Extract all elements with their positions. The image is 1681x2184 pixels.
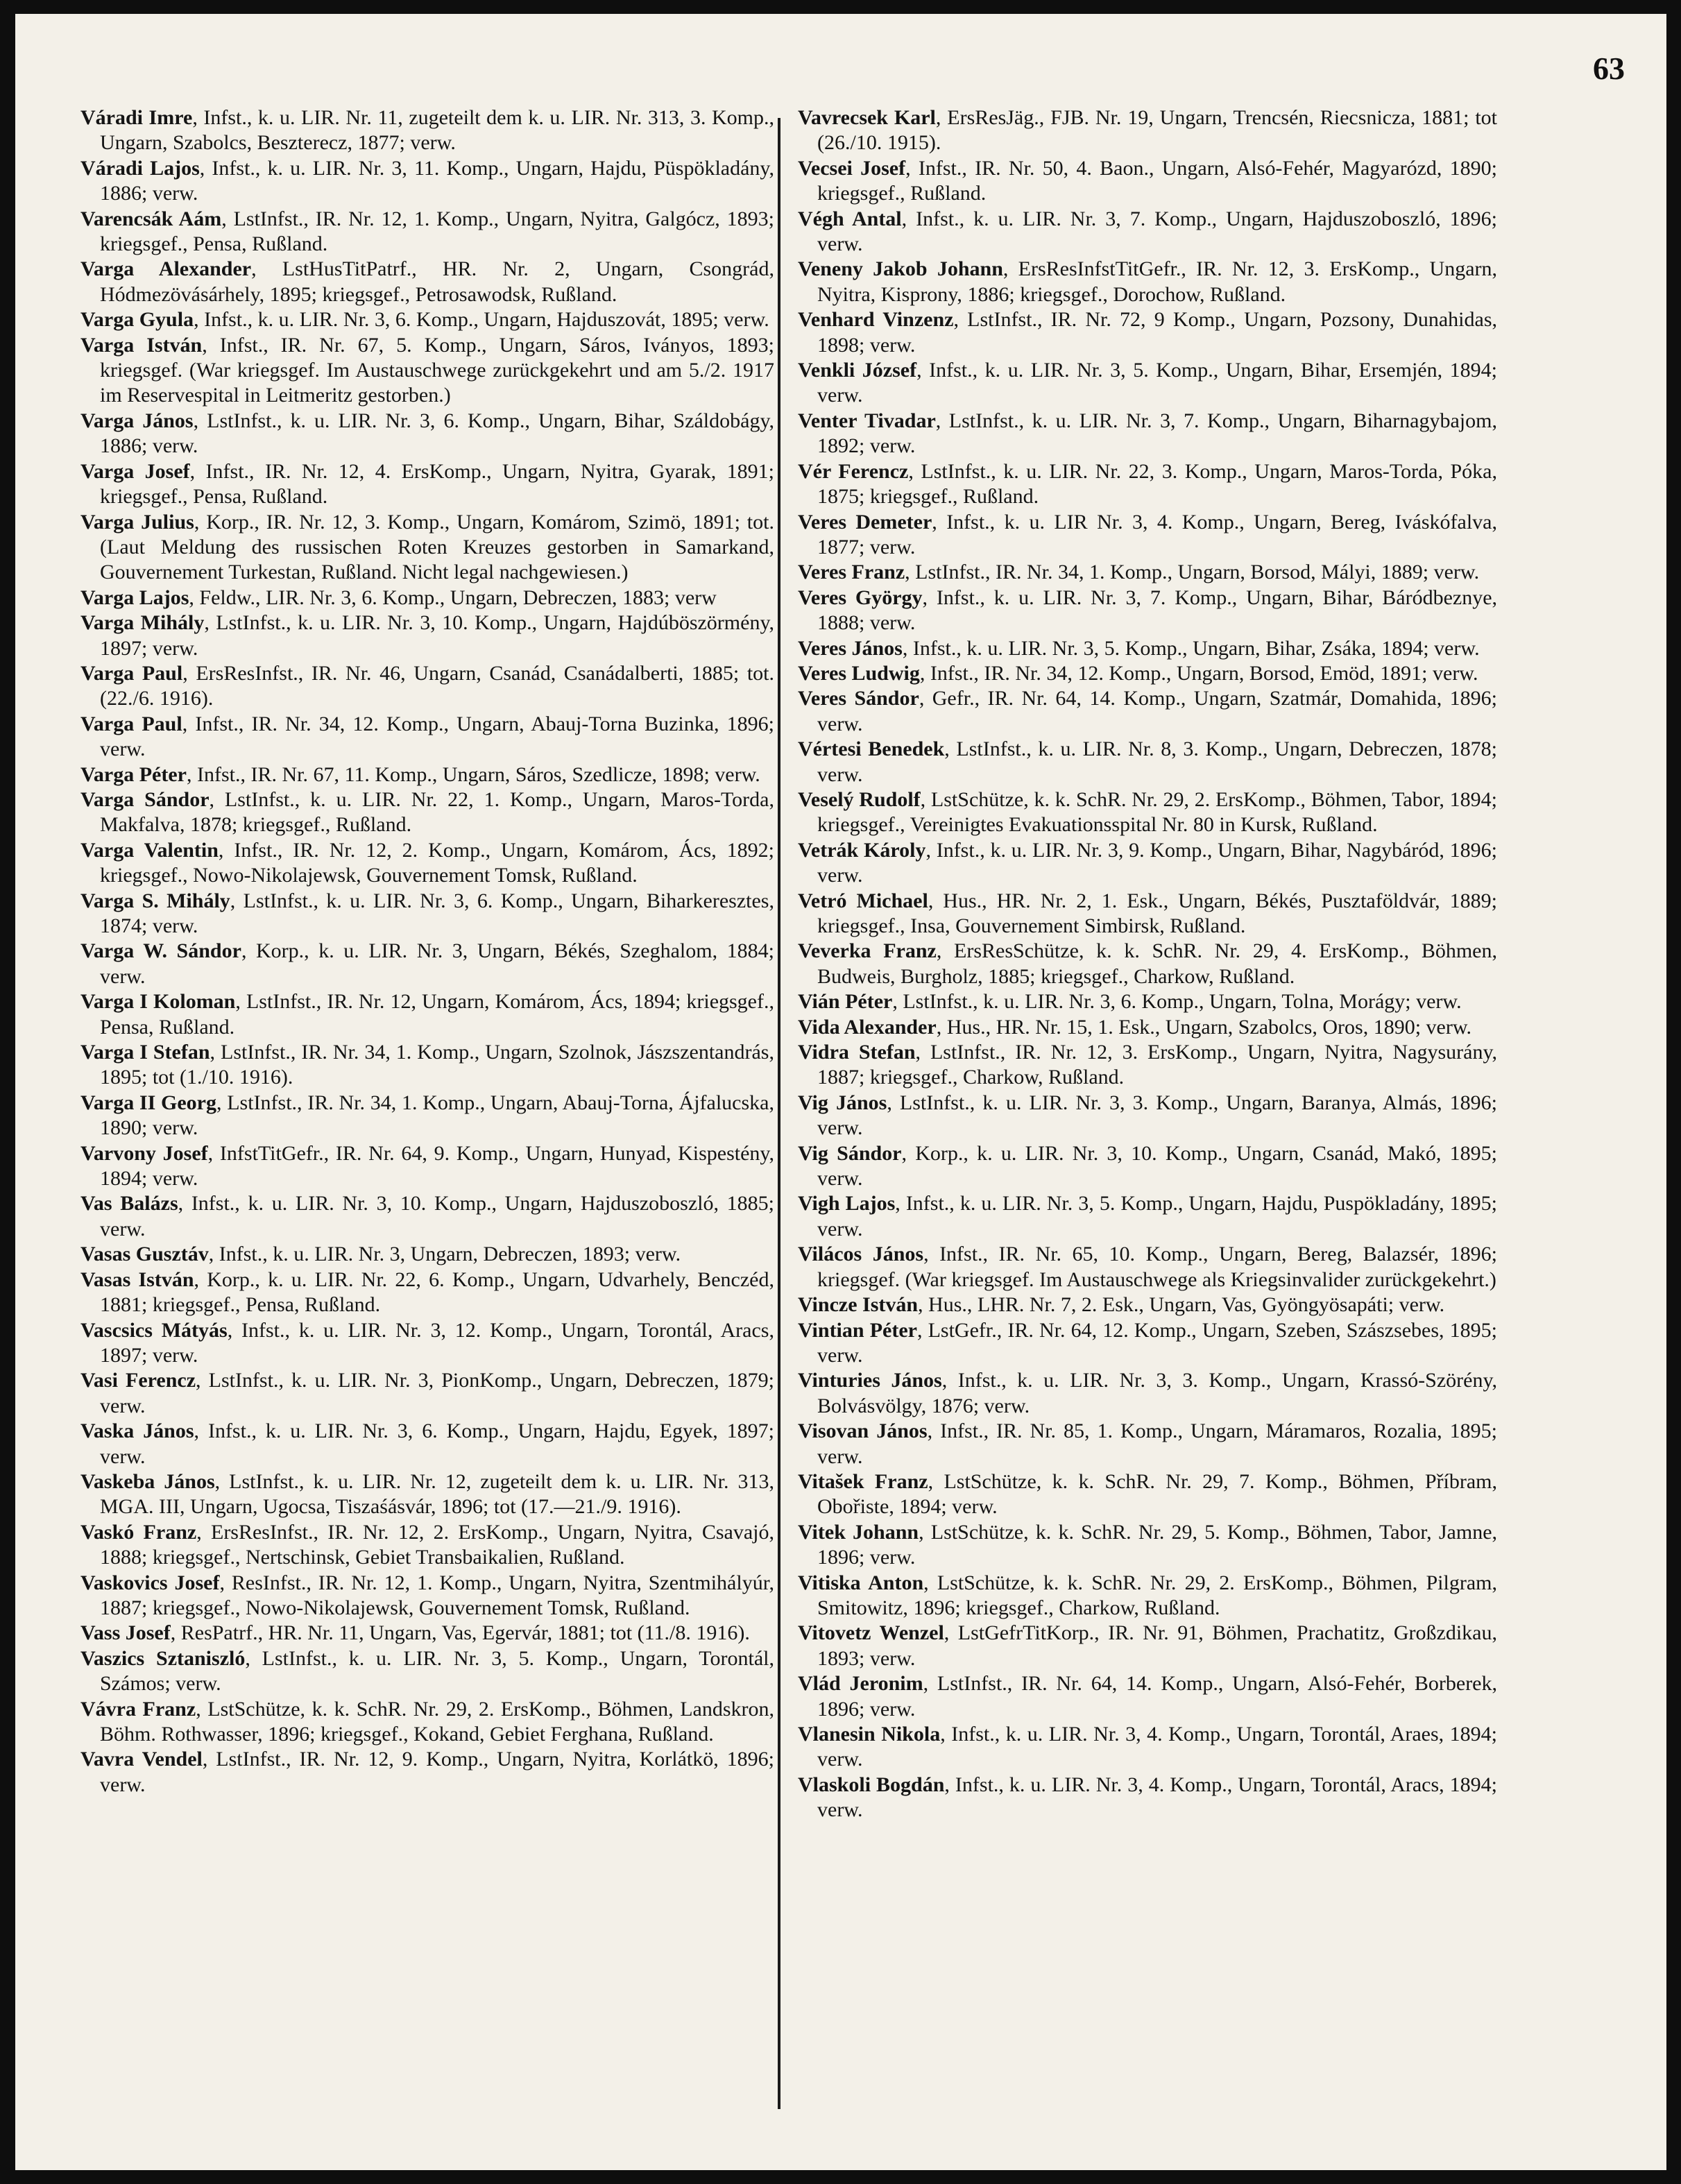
entry-name: Vilácos János [798,1243,924,1266]
entry-name: Vetró Michael [798,889,928,912]
register-entry [798,257,1497,307]
register-entry [80,1268,774,1318]
entry-details: , Infst., k. u. LIR Nr. 3, 4. Komp., Ungarn, Bereg, Iváskófalva, 1877; verw. [817,510,1497,558]
entry-details: , Infst., k. u. LIR. Nr. 3, 10. Komp., Ungarn, Hajduszoboszló, 1885; verw. [100,1192,774,1240]
entry-name: Veres Ludwig [798,661,920,685]
entry-name: Vincze István [798,1293,919,1317]
register-entry [80,889,774,939]
register-entry [80,1520,774,1571]
entry-name: Vaskó Franz [80,1520,197,1544]
register-entry [80,1571,774,1621]
register-entry [80,1747,774,1798]
register-entry [798,686,1497,737]
entry-name: Vér Ferencz [798,459,909,483]
entry-name: Varga II Georg [80,1091,216,1114]
entry-details: , Infst., k. u. LIR. Nr. 3, 5. Komp., Ungarn, Bihar, Ersemjén, 1894; verw. [817,359,1497,407]
entry-name: Vecsei Josef [798,156,906,180]
register-entry [798,1293,1497,1317]
entry-name: Varga István [80,333,203,357]
register-entry [80,712,774,762]
entry-details: , LstInfst., IR. Nr. 34, 1. Komp., Ungarn, Szolnok, Jászszentandrás, 1895; tot (1./10. 1916). [100,1041,774,1089]
entry-name: Vig János [798,1091,887,1114]
entry-details: , LstInfst., k. u. LIR. Nr. 8, 3. Komp., Ungarn, Debreczen, 1878; verw. [817,737,1497,786]
register-entry [80,1242,774,1267]
entry-details: , LstSchütze, k. k. SchR. Nr. 29, 2. ErsKomp., Böhmen, Landskron, Böhm. Rothwasser, 1896; kriegsgef., Kokand, Gebiet Ferghana, Rußland. [100,1697,774,1746]
register-entry [798,787,1497,838]
entry-details: , LstInfst., k. u. LIR. Nr. 3, 6. Komp., Ungarn, Tolna, Morágy; verw. [892,990,1462,1014]
entry-name: Varga Lajos [80,586,189,609]
register-entry [80,156,774,207]
entry-details: , LstInfst., IR. Nr. 64, 14. Komp., Ungarn, Alsó-Fehér, Borberek, 1896; verw. [817,1672,1497,1721]
entry-details: , Infst., k. u. LIR. Nr. 3, 7. Komp., Ungarn, Bihar, Báródbeznye, 1888; verw. [817,586,1498,635]
register-entry [80,409,774,459]
page-number: 63 [1593,51,1625,86]
entry-details: , LstGefr., IR. Nr. 64, 12. Komp., Ungarn, Szeben, Szászsebes, 1895; verw. [817,1318,1497,1367]
register-entry [80,1318,774,1369]
entry-name: Vas Balázs [80,1192,178,1215]
entry-name: Vasas Gusztáv [80,1243,209,1266]
entry-name: Varga Valentin [80,838,219,862]
entry-details: , LstSchütze, k. k. SchR. Nr. 29, 5. Komp., Böhmen, Tabor, Jamne, 1896; verw. [817,1520,1498,1569]
register-entry [80,207,774,257]
entry-name: Vass Josef [80,1621,171,1645]
entry-details: , Infst., k. u. LIR. Nr. 3, 4. Komp., Ungarn, Torontál, Aracs, 1894; verw. [817,1773,1497,1822]
register-entry [798,1621,1497,1671]
entry-name: Vasas István [80,1268,194,1291]
entry-name: Vidra Stefan [798,1041,916,1064]
register-entry [80,1091,774,1141]
entry-details: , LstInfst., IR. Nr. 34, 1. Komp., Ungarn, Abauj-Torna, Ájfalucska, 1890; verw. [100,1091,774,1140]
entry-name: Varga S. Mihály [80,889,230,912]
entry-details: , Infst., k. u. LIR. Nr. 11, zugeteilt dem k. u. LIR. Nr. 313, 3. Komp., Ungarn, Szabolcs, Beszterecz, 1877; verw. [100,106,774,155]
entry-details: , LstInfst., k. u. LIR. Nr. 12, zugeteilt dem k. u. LIR. Nr. 313, MGA. III, Ungarn, Ugocsa, Tiszaśásvár, 1896; tot (17.—21./9. 1916). [100,1469,774,1519]
entry-name: Végh Antal [798,207,902,230]
entry-details: , LstInfst., IR. Nr. 72, 9 Komp., Ungarn, Pozsony, Dunahidas, 1898; verw. [817,308,1497,357]
entry-name: Vetrák Károly [798,838,926,862]
entry-name: Visovan János [798,1419,928,1443]
entry-name: Vasi Ferencz [80,1369,196,1392]
register-entry [80,762,774,787]
entry-details: , Infst., k. u. LIR. Nr. 3, 11. Komp., Ungarn, Hajdu, Püspökladány, 1886; verw. [100,156,774,205]
entry-details: , Infst., IR. Nr. 12, 2. Komp., Ungarn, Komárom, Ács, 1892; kriegsgef., Nowo-Nikolajewsk, Gouvernement Tomsk, Rußland. [100,838,775,887]
entry-name: Varga W. Sándor [80,939,241,963]
entry-details: , LstInfst., IR. Nr. 12, 3. ErsKomp., Ungarn, Nyitra, Nagysurány, 1887; kriegsgef., Charkow, Rußland. [817,1041,1497,1089]
entry-name: Vavrecsek Karl [798,106,936,129]
entry-name: Varga Paul [80,712,182,735]
entry-details: , LstSchütze, k. k. SchR. Nr. 29, 7. Komp., Böhmen, Příbram, Obořiste, 1894; verw. [817,1469,1497,1519]
entry-details: , LstSchütze, k. k. SchR. Nr. 29, 2. ErsKomp., Böhmen, Tabor, 1894; kriegsgef., Vereinigtes Evakuationsspital Nr. 80 in Kursk, Rußland. [817,787,1497,837]
entry-details: , Infst., k. u. LIR. Nr. 3, 6. Komp., Ungarn, Hajdu, Egyek, 1897; verw. [100,1419,774,1468]
entry-name: Veres János [798,636,903,660]
entry-name: Vitiska Anton [798,1571,924,1594]
entry-name: Vascsics Mátyás [80,1318,228,1342]
register-entry [798,939,1497,989]
entry-details: , Infst., k. u. LIR. Nr. 3, 9. Komp., Ungarn, Bihar, Nagybáród, 1896; verw. [817,838,1497,887]
register-entry [798,1671,1497,1722]
register-entry [798,1141,1497,1192]
entry-name: Veverka Franz [798,939,937,963]
register-entry [798,1571,1497,1621]
register-entry [798,1318,1497,1369]
register-entry [798,307,1497,358]
register-entry [798,156,1497,207]
entry-name: Vavra Vendel [80,1748,203,1771]
entry-details: , Hus., HR. Nr. 2, 1. Esk., Ungarn, Békés, Pusztaföldvár, 1889; kriegsgef., Insa, Gouvernement Simbirsk, Rußland. [817,889,1497,937]
register-entry [798,989,1497,1014]
column-divider [778,118,780,2109]
entry-details: , ErsResSchütze, k. k. SchR. Nr. 29, 4. ErsKomp., Böhmen, Budweis, Burgholz, 1885; kriegsgef., Charkow, Rußland. [817,939,1497,988]
entry-name: Veres Demeter [798,510,932,534]
entry-name: Vigh Lajos [798,1192,896,1215]
register-entry [80,1191,774,1242]
register-entry [798,1191,1497,1242]
entry-name: Veres Franz [798,561,905,584]
entry-details: , Infst., IR. Nr. 67, 5. Komp., Ungarn, Sáros, Iványos, 1893; kriegsgef. (War kriegsgef. Im Austauschwege zurückgekehrt und am 5./2. 1917 im Reservespital in Leitmeritz gestorben.) [100,333,774,407]
register-entry [798,1722,1497,1773]
document-page [15,14,1666,2170]
entry-name: Vlád Jeronim [798,1672,923,1696]
entry-details: , LstInfst., IR. Nr. 12, Ungarn, Komárom, Ács, 1894; kriegsgef., Pensa, Rußland. [100,990,774,1039]
entry-name: Vián Péter [798,990,893,1014]
register-entry [798,838,1497,889]
entry-details: , Infst., IR. Nr. 67, 11. Komp., Ungarn, Sáros, Szedlicze, 1898; verw. [187,762,760,786]
entry-details: , Infst., IR. Nr. 65, 10. Komp., Ungarn, Bereg, Balazsér, 1896; kriegsgef. (War kriegsgef. Im Austauschwege als Kriegsinvalider zurückgekehrt.) [817,1243,1498,1291]
entry-details: , Infst., IR. Nr. 12, 4. ErsKomp., Ungarn, Nyitra, Gyarak, 1891; kriegsgef., Pensa, Rußland. [100,459,774,509]
entry-name: Vida Alexander [798,1015,937,1039]
entry-details: , Infst., k. u. LIR. Nr. 3, Ungarn, Debreczen, 1893; verw. [208,1243,681,1266]
register-entry [80,105,774,156]
register-entry [80,307,774,332]
entry-details: , LstInfst., IR. Nr. 12, 1. Komp., Ungarn, Nyitra, Galgócz, 1893; kriegsgef., Pensa, Rußland. [100,207,775,256]
entry-name: Vitek Johann [798,1520,919,1544]
entry-name: Varga Julius [80,510,194,534]
entry-details: , ErsResInfstTitGefr., IR. Nr. 12, 3. ErsKomp., Ungarn, Nyitra, Kisprony, 1886; kriegsgef., Dorochow, Rußland. [817,257,1497,306]
entry-details: , Hus., HR. Nr. 15, 1. Esk., Ungarn, Szabolcs, Oros, 1890; verw. [936,1015,1472,1039]
register-entry [798,358,1497,409]
entry-name: Váradi Lajos [80,156,200,180]
entry-name: Venhard Vinzenz [798,308,954,332]
entry-details: , InfstTitGefr., IR. Nr. 64, 9. Komp., Ungarn, Hunyad, Kispestény, 1894; verw. [100,1141,774,1191]
entry-name: Varga János [80,409,194,432]
entry-details: , LstInfst., IR. Nr. 12, 9. Komp., Ungarn, Nyitra, Korlátkö, 1896; verw. [100,1748,774,1796]
entry-details: , Infst., IR. Nr. 34, 12. Komp., Ungarn, Borsod, Emöd, 1891; verw. [919,661,1478,685]
register-entry [798,661,1497,686]
entry-details: , LstInfst., k. u. LIR. Nr. 22, 3. Komp., Ungarn, Maros-Torda, Póka, 1875; kriegsgef., Rußland. [817,459,1497,509]
entry-name: Veres György [798,586,923,609]
register-entry [80,838,774,889]
register-entry [80,586,774,611]
register-entry [798,1091,1497,1141]
entry-details: , ErsResInfst., IR. Nr. 12, 2. ErsKomp., Ungarn, Nyitra, Csavajó, 1888; kriegsgef., Nertschinsk, Gebiet Transbaikalien, Rußland. [100,1520,774,1569]
entry-details: , LstHusTitPatrf., HR. Nr. 2, Ungarn, Csongrád, Hódmezövásárhely, 1895; kriegsgef., Petrosawodsk, Rußland. [100,257,774,306]
entry-details: , Infst., k. u. LIR. Nr. 3, 5. Komp., Ungarn, Bihar, Zsáka, 1894; verw. [902,636,1480,660]
register-entry [80,1040,774,1091]
entry-details: , Infst., k. u. LIR. Nr. 3, 12. Komp., Ungarn, Torontál, Aracs, 1897; verw. [100,1318,774,1367]
entry-details: , Infst., k. u. LIR. Nr. 3, 7. Komp., Ungarn, Hajduszoboszló, 1896; verw. [817,207,1497,256]
entry-name: Varencsák Aám [80,207,222,230]
entry-name: Varga Mihály [80,611,205,635]
register-entry [80,787,774,838]
entry-details: , ErsResJäg., FJB. Nr. 19, Ungarn, Trencsén, Riecsnicza, 1881; tot (26./10. 1915). [817,106,1497,155]
entry-details: , Hus., LHR. Nr. 7, 2. Esk., Ungarn, Vas, Gyöngyösapáti; verw. [918,1293,1445,1317]
register-entry [80,1141,774,1192]
entry-name: Vaskovics Josef [80,1571,220,1594]
register-entry [80,939,774,989]
entry-details: , Korp., IR. Nr. 12, 3. Komp., Ungarn, Komárom, Szimö, 1891; tot. (Laut Meldung des russischen Roten Kreuzes gestorben in Samarkand, Gouvernement Turkestan, Rußland. Nicht legal nachgewiesen.) [100,510,774,584]
register-entry [798,1520,1497,1571]
entry-details: , ResInfst., IR. Nr. 12, 1. Komp., Ungarn, Nyitra, Szentmihályúr, 1887; kriegsgef., Nowo-Nikolajewsk, Gouvernement Tomsk, Rußland. [100,1571,774,1619]
entry-details: , Gefr., IR. Nr. 64, 14. Komp., Ungarn, Szatmár, Domahida, 1896; verw. [817,687,1497,735]
register-entry [80,1697,774,1748]
register-entry [80,989,774,1040]
entry-name: Vlaskoli Bogdán [798,1773,945,1796]
left-column [80,105,774,1798]
register-entry [80,1621,774,1646]
register-entry [798,1773,1497,1823]
entry-name: Veres Sándor [798,687,919,710]
entry-name: Varga I Stefan [80,1041,210,1064]
register-entry [80,661,774,712]
register-entry [798,586,1497,636]
register-entry [80,333,774,409]
entry-name: Vaszics Sztaniszló [80,1646,246,1670]
right-column [798,105,1497,1823]
entry-name: Varga Sándor [80,787,210,811]
entry-name: Váradi Imre [80,106,193,129]
entry-details: , LstInfst., k. u. LIR. Nr. 3, 10. Komp., Ungarn, Hajdúböszörmény, 1897; verw. [100,611,774,660]
entry-name: Vaska János [80,1419,194,1443]
entry-details: , Infst., k. u. LIR. Nr. 3, 5. Komp., Ungarn, Hajdu, Puspökladány, 1895; verw. [817,1192,1497,1240]
entry-details: , LstInfst., k. u. LIR. Nr. 22, 1. Komp., Ungarn, Maros-Torda, Makfalva, 1878; kriegsgef., Rußland. [100,787,774,837]
entry-name: Vinturies János [798,1369,942,1392]
entry-name: Varvony Josef [80,1141,208,1165]
entry-details: , Infst., IR. Nr. 85, 1. Komp., Ungarn, Máramaros, Rozalia, 1895; verw. [817,1419,1497,1468]
register-entry [798,889,1497,939]
entry-details: , LstInfst., IR. Nr. 34, 1. Komp., Ungarn, Borsod, Mályi, 1889; verw. [905,561,1480,584]
register-entry [80,1419,774,1469]
entry-details: , Korp., k. u. LIR. Nr. 22, 6. Komp., Ungarn, Udvarhely, Benczéd, 1881; kriegsgef., Pensa, Rußland. [100,1268,774,1317]
register-entry [798,1419,1497,1469]
register-entry [80,611,774,661]
entry-details: , ErsResInfst., IR. Nr. 46, Ungarn, Csanád, Csanádalberti, 1885; tot. (22./6. 1916). [100,661,774,710]
entry-details: , LstInfst., k. u. LIR. Nr. 3, 3. Komp., Ungarn, Baranya, Almás, 1896; verw. [817,1091,1497,1140]
entry-details: , LstInfst., k. u. LIR. Nr. 3, 7. Komp., Ungarn, Biharnagybajom, 1892; verw. [817,409,1497,458]
register-entry [80,510,774,586]
entry-name: Venkli József [798,359,917,382]
entry-details: , Infst., IR. Nr. 34, 12. Komp., Ungarn, Abauj-Torna Buzinka, 1896; verw. [100,712,774,761]
entry-details: , Infst., k. u. LIR. Nr. 3, 6. Komp., Ungarn, Hajduszovát, 1895; verw. [194,308,769,332]
entry-name: Varga Paul [80,661,183,685]
entry-name: Varga Péter [80,762,187,786]
entry-details: , LstInfst., k. u. LIR. Nr. 3, 5. Komp., Ungarn, Torontál, Számos; verw. [100,1646,774,1696]
register-entry [798,737,1497,787]
entry-name: Veneny Jakob Johann [798,257,1003,281]
entry-details: , Korp., k. u. LIR. Nr. 3, Ungarn, Békés, Szeghalom, 1884; verw. [100,939,774,988]
register-entry [798,105,1497,156]
register-entry [80,1368,774,1419]
entry-name: Vig Sándor [798,1141,902,1165]
entry-name: Varga Alexander [80,257,252,281]
register-entry [798,1242,1497,1293]
entry-details: , LstInfst., k. u. LIR. Nr. 3, 6. Komp., Ungarn, Biharkeresztes, 1874; verw. [100,889,774,937]
register-entry [798,1469,1497,1520]
entry-name: Venter Tivadar [798,409,936,432]
entry-details: , LstSchütze, k. k. SchR. Nr. 29, 2. ErsKomp., Böhmen, Pilgram, Smitowitz, 1896; kriegsgef., Charkow, Rußland. [817,1571,1497,1619]
entry-details: , Infst., k. u. LIR. Nr. 3, 3. Komp., Ungarn, Krassó-Szörény, Bolvásvölgy, 1876; verw. [817,1369,1497,1417]
entry-name: Varga Gyula [80,308,194,332]
register-entry [798,636,1497,661]
entry-name: Veselý Rudolf [798,787,921,811]
register-entry [798,510,1497,561]
entry-details: , Feldw., LIR. Nr. 3, 6. Komp., Ungarn, Debreczen, 1883; verw [189,586,717,609]
register-entry [80,1646,774,1697]
entry-name: Vintian Péter [798,1318,917,1342]
entry-details: , LstInfst., k. u. LIR. Nr. 3, PionKomp., Ungarn, Debreczen, 1879; verw. [100,1369,774,1417]
entry-name: Vitašek Franz [798,1469,928,1493]
entry-details: , Infst., IR. Nr. 50, 4. Baon., Ungarn, Alsó-Fehér, Magyarózd, 1890; kriegsgef., Rußland. [817,156,1497,205]
entry-name: Vaskeba János [80,1469,215,1493]
entry-name: Vitovetz Wenzel [798,1621,944,1645]
register-entry [80,257,774,307]
entry-details: , ResPatrf., HR. Nr. 11, Ungarn, Vas, Egervár, 1881; tot (11./8. 1916). [170,1621,750,1645]
register-entry [80,1469,774,1520]
entry-name: Vértesi Benedek [798,737,945,761]
entry-details: , Infst., k. u. LIR. Nr. 3, 4. Komp., Ungarn, Torontál, Araes, 1894; verw. [817,1723,1497,1771]
register-entry [798,1368,1497,1419]
entry-name: Varga Josef [80,459,190,483]
register-entry [798,459,1497,510]
register-entry [798,1015,1497,1040]
register-entry [798,409,1497,459]
register-entry [80,459,774,510]
entry-name: Vlanesin Nikola [798,1723,941,1746]
entry-details: , Korp., k. u. LIR. Nr. 3, 10. Komp., Ungarn, Csanád, Makó, 1895; verw. [817,1141,1497,1191]
register-entry [798,560,1497,585]
register-entry [798,207,1497,257]
entry-name: Varga I Koloman [80,990,236,1014]
entry-details: , LstGefrTitKorp., IR. Nr. 91, Böhmen, Prachatitz, Großzdikau, 1893; verw. [817,1621,1497,1670]
entry-details: , LstInfst., k. u. LIR. Nr. 3, 6. Komp., Ungarn, Bihar, Száldobágy, 1886; verw. [100,409,774,458]
entry-name: Vávra Franz [80,1697,196,1721]
register-entry [798,1040,1497,1091]
